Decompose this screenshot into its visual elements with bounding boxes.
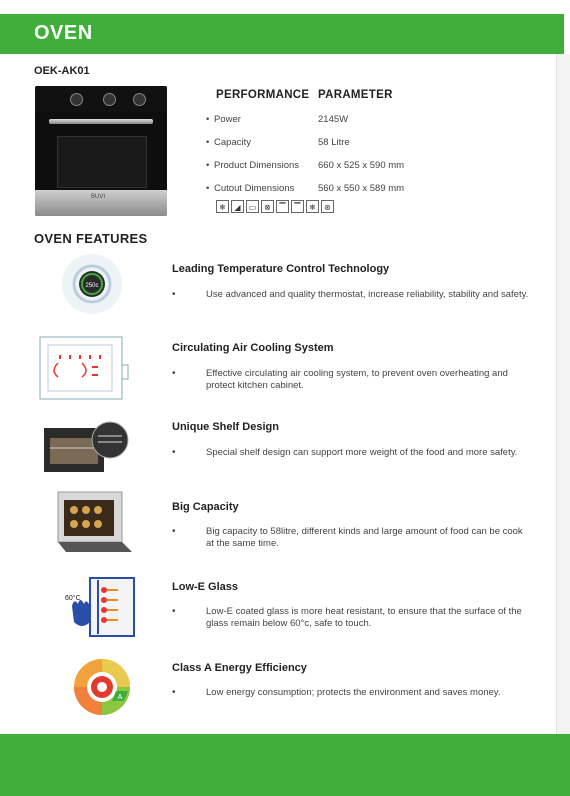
bullet: • bbox=[172, 289, 176, 300]
fan-function-icon: ❄ bbox=[216, 200, 229, 213]
shelf-icon bbox=[42, 418, 132, 476]
feature-title: Leading Temperature Control Technology bbox=[172, 263, 390, 275]
spec-label-text: Product Dimensions bbox=[214, 160, 300, 171]
feature-title: Class A Energy Efficiency bbox=[172, 662, 307, 674]
feature-description: Big capacity to 58litre, different kinds and large amount of food can be cook at the same time. bbox=[206, 526, 523, 549]
dial-temp-label: 250c bbox=[85, 283, 99, 289]
oven-product-image bbox=[35, 86, 167, 216]
grill-function-icon: ◢ bbox=[231, 200, 244, 213]
feature-description: Special shelf design can support more weight of the food and more safety. bbox=[206, 447, 518, 458]
control-panel bbox=[35, 86, 167, 112]
feature-title: Low-E Glass bbox=[172, 581, 239, 593]
bullet: • bbox=[172, 447, 176, 458]
model-number: OEK-AK01 bbox=[34, 65, 90, 77]
bullet: • bbox=[206, 183, 210, 194]
energy-class-label: A bbox=[117, 694, 123, 701]
top-heat-function-icon: ▔ bbox=[276, 200, 289, 213]
spec-label bbox=[206, 137, 251, 148]
knob-icon bbox=[103, 93, 116, 106]
bullet: • bbox=[172, 368, 176, 379]
feature-description: Low energy consumption; protects the environment and saves money. bbox=[206, 687, 501, 698]
capacity-icon bbox=[42, 490, 134, 558]
fan-heat-function-icon: ⊗ bbox=[261, 200, 274, 213]
feature-description: Use advanced and quality thermostat, increase reliability, stability and safety. bbox=[206, 289, 529, 300]
defrost-function-icon: ❄ bbox=[306, 200, 319, 213]
spec-label-text: Capacity bbox=[214, 137, 251, 148]
bullet: • bbox=[206, 160, 210, 171]
function-icons bbox=[216, 200, 334, 213]
air-cooling-diagram-icon bbox=[30, 325, 140, 407]
spec-value: 58 Litre bbox=[318, 137, 350, 148]
bullet: • bbox=[172, 606, 176, 617]
spec-label-text: Cutout Dimensions bbox=[214, 183, 295, 194]
features-heading: OVEN FEATURES bbox=[34, 231, 148, 246]
spec-value: 560 x 550 x 589 mm bbox=[318, 183, 405, 194]
top-grill-function-icon: ▔ bbox=[291, 200, 304, 213]
oven-handle bbox=[49, 119, 153, 124]
footer-bar bbox=[0, 734, 570, 796]
bullet: • bbox=[206, 114, 210, 125]
oven-window bbox=[57, 136, 147, 188]
energy-class-icon bbox=[68, 655, 136, 719]
spec-header-parameter: PARAMETER bbox=[318, 89, 393, 101]
conventional-function-icon: ▭ bbox=[246, 200, 259, 213]
bullet: • bbox=[172, 526, 176, 537]
bullet: • bbox=[206, 137, 210, 148]
feature-title: Circulating Air Cooling System bbox=[172, 342, 334, 354]
low-e-glass-icon bbox=[64, 576, 138, 642]
spec-value: 660 x 525 x 590 mm bbox=[318, 160, 405, 171]
spec-value: 2145W bbox=[318, 114, 349, 125]
spec-label bbox=[206, 160, 299, 171]
spec-label bbox=[206, 183, 294, 194]
spec-label bbox=[206, 114, 241, 125]
bullet: • bbox=[172, 687, 176, 698]
spec-label-text: Power bbox=[214, 114, 241, 125]
temp-label: 60°C bbox=[65, 595, 81, 602]
page-title: OVEN bbox=[34, 22, 93, 44]
knob-icon bbox=[70, 93, 83, 106]
oven-brand: BUVI bbox=[91, 194, 106, 200]
feature-title: Unique Shelf Design bbox=[172, 421, 279, 433]
header-bar bbox=[0, 14, 564, 54]
turbo-function-icon: ⊛ bbox=[321, 200, 334, 213]
feature-description: Low-E coated glass is more heat resistant, to ensure that the surface of the glass remain below 60°c, safe to touch. bbox=[206, 606, 522, 629]
page-edge bbox=[556, 54, 570, 734]
knob-icon bbox=[133, 93, 146, 106]
spec-header-performance: PERFORMANCE bbox=[216, 89, 310, 101]
feature-description: Effective circulating air cooling system, to prevent oven overheating and protect kitchen cabinet. bbox=[206, 368, 508, 391]
feature-title: Big Capacity bbox=[172, 501, 239, 513]
temperature-dial-icon bbox=[55, 253, 129, 315]
